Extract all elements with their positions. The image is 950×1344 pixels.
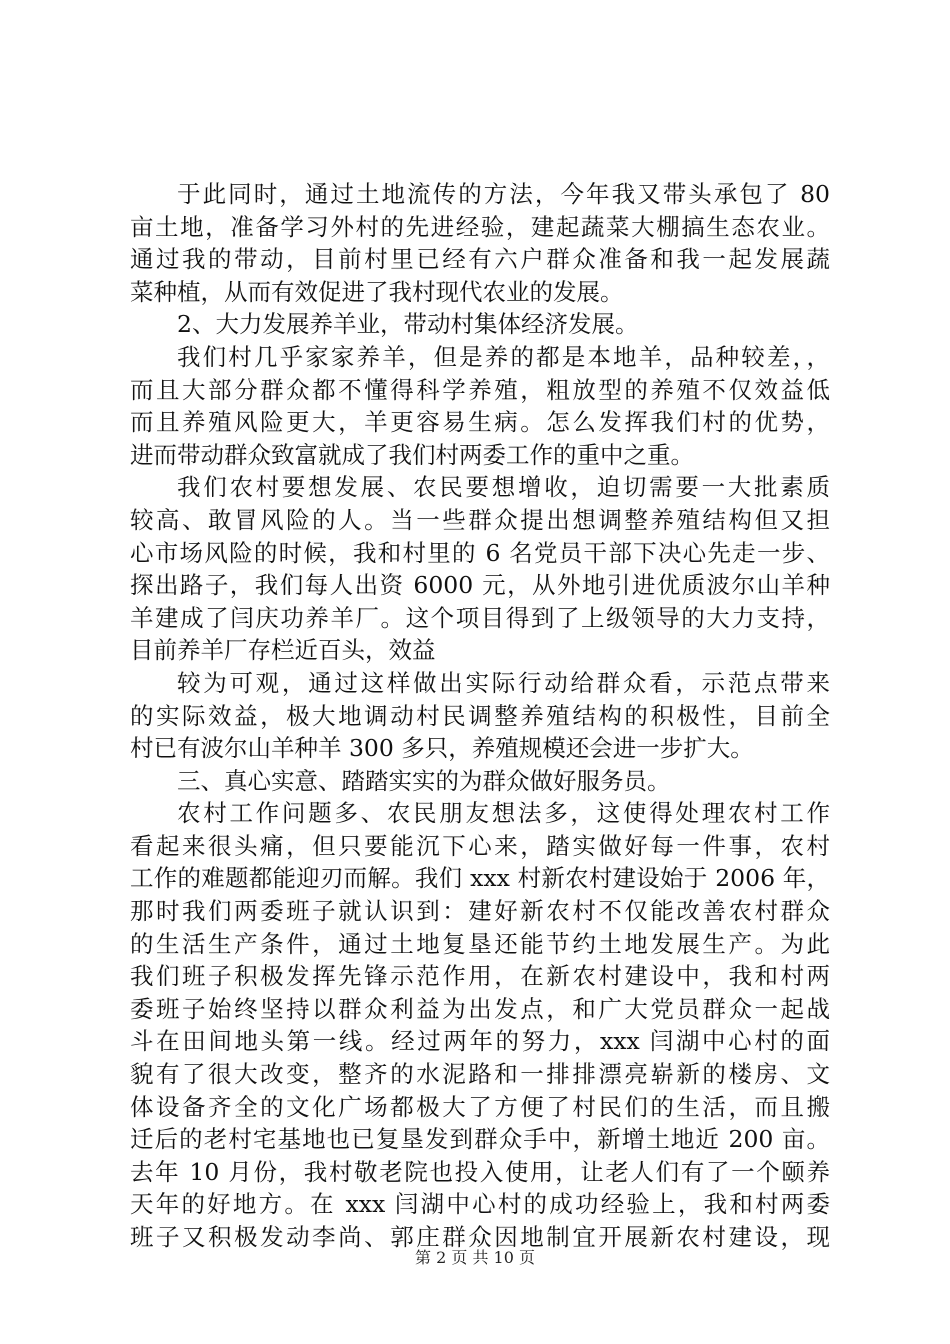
text-line: 貌有了很大改变，整齐的水泥路和一排排漂亮崭新的楼房、文 [130,1060,830,1089]
text-line: 斗在田间地头第一线。经过两年的努力，xxx 闫湖中心村的面 [130,1027,830,1056]
text-line: 体设备齐全的文化广场都极大了方便了村民们的生活，而且搬 [130,1092,830,1121]
text-line: 我们班子积极发挥先锋示范作用，在新农村建设中，我和村两 [130,962,830,991]
text-line: 迁后的老村宅基地也已复垦发到群众手中，新增土地近 200 亩。 [130,1125,830,1154]
text-line: 农村工作问题多、农民朋友想法多，这使得处理农村工作 [177,799,830,828]
text-line: 班子又积极发动李尚、郭庄群众因地制宜开展新农村建设，现 [130,1223,830,1251]
text-line: 而且大部分群众都不懂得科学养殖，粗放型的养殖不仅效益低 [130,375,830,404]
text-line: 进而带动群众致富就成了我们村两委工作的重中之重。 [130,440,694,469]
text-line: 2、大力发展养羊业，带动村集体经济发展。 [177,310,639,339]
text-line: 村已有波尔山羊种羊 300 多只，养殖规模还会进一步扩大。 [130,734,754,763]
text-line: 目前养羊厂存栏近百头，效益 [130,636,436,665]
text-line: 于此同时，通过土地流传的方法，今年我又带头承包了 80 [177,180,830,208]
text-line: 羊建成了闫庆功养羊厂。这个项目得到了上级领导的大力支持， [130,603,830,632]
text-line: 的实际效益，极大地调动村民调整养殖结构的积极性，目前全 [130,701,830,730]
text-line: 菜种植，从而有效促进了我村现代农业的发展。 [130,277,624,306]
text-line: 的生活生产条件，通过土地复垦还能节约土地发展生产。为此 [130,929,830,958]
text-line: 较高、敢冒风险的人。当一些群众提出想调整养殖结构但又担 [130,505,830,534]
text-line: 探出路子，我们每人出资 6000 元，从外地引进优质波尔山羊种 [130,571,830,600]
text-line: 亩土地，准备学习外村的先进经验，建起蔬菜大棚搞生态农业。 [130,212,830,241]
text-line: 较为可观，通过这样做出实际行动给群众看，示范点带来 [177,668,830,697]
text-line: 工作的难题都能迎刃而解。我们 xxx 村新农村建设始于 2006 年， [130,864,830,893]
text-line: 三、真心实意、踏踏实实的为群众做好服务员。 [177,766,671,795]
text-line: 心市场风险的时候，我和村里的 6 名党员干部下决心先走一步、 [130,538,830,567]
text-line: 通过我的带动，目前村里已经有六户群众准备和我一起发展蔬 [130,245,830,274]
page-footer: 第 2 页 共 10 页 [415,1248,535,1267]
text-line: 去年 10 月份，我村敬老院也投入使用，让老人们有了一个颐养 [130,1157,830,1186]
document-body [130,178,830,1254]
text-line: 天年的好地方。在 xxx 闫湖中心村的成功经验上，我和村两委 [130,1190,830,1219]
text-line: 我们村几乎家家养羊，但是养的都是本地羊，品种较差，， [177,342,830,371]
text-line: 委班子始终坚持以群众利益为出发点，和广大党员群众一起战 [130,994,830,1023]
text-line: 看起来很头痛，但只要能沉下心来，踏实做好每一件事，农村 [130,831,830,860]
text-line: 那时我们两委班子就认识到：建好新农村不仅能改善农村群众 [130,897,830,926]
text-line: 我们农村要想发展、农民要想增收，迫切需要一大批素质 [177,473,830,502]
text-line: 而且养殖风险更大，羊更容易生病。怎么发挥我们村的优势， [130,408,830,437]
